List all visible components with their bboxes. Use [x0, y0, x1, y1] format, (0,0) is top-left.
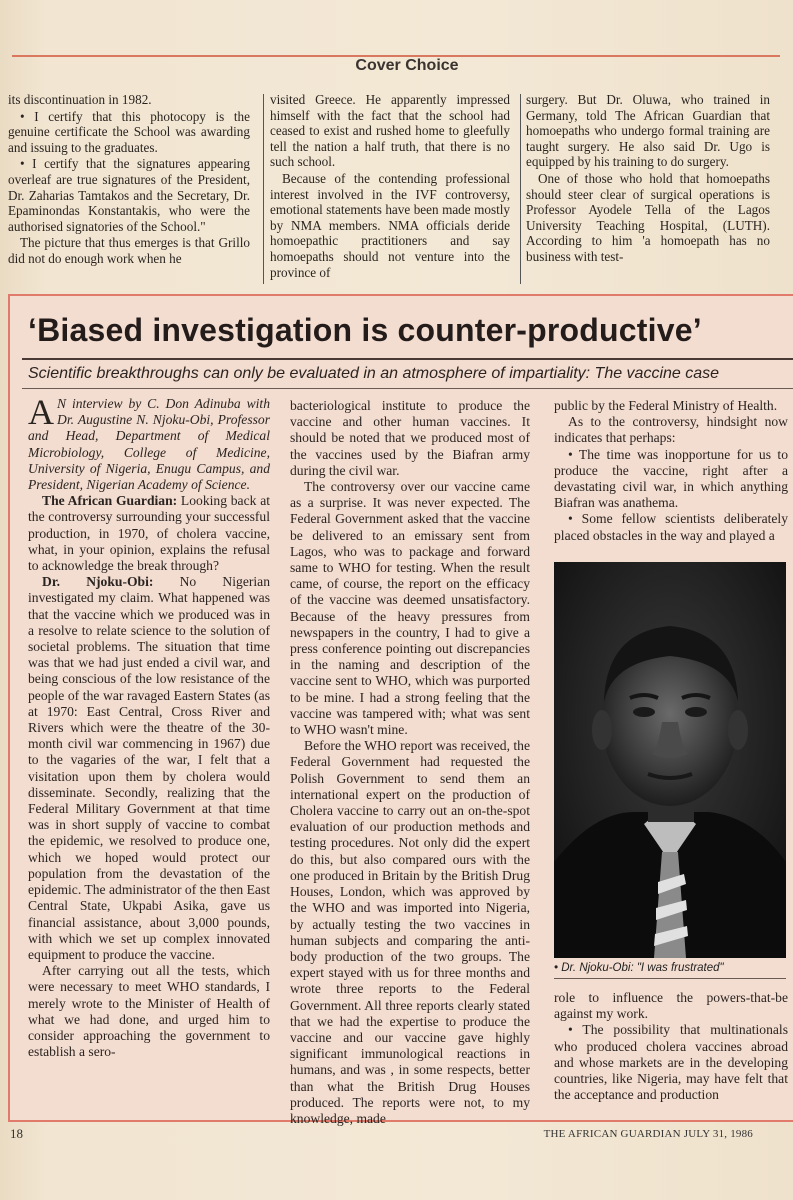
top-col3-para: One of those who hold that homoepaths should steer clear of surgical operations is Professor Ayodele Tella of the Lagos University Teaching Hospital, (LUTH). According to him 'a homoepath has no business with test-	[526, 170, 770, 264]
headline: ‘Biased investigation is counter-productive’	[28, 312, 702, 348]
article-paragraph: As to the controversy, hindsight now indicates that perhaps:	[554, 414, 788, 446]
bullet-point: • The time was inopportune for us to produce the vaccine, right after a devastating civil war, in which anything Biafran was anathema.	[554, 446, 788, 511]
column-divider	[263, 94, 264, 284]
top-column-2	[270, 92, 510, 282]
question-paragraph	[28, 493, 270, 574]
article-column-3-top	[554, 398, 788, 556]
article-column-2	[290, 398, 530, 1126]
top-col2-para: Because of the contending professional interest involved in the IVF controversy, emotional statements have been made mostly by NMA members. NMA officials deride homoepathic practitioners and say homoepaths should not venture into the province of	[270, 170, 510, 280]
intro-text: N interview by C. Don Adinuba with Dr. Augustine N. Njoku-Obi, Professor and Head, Department of Medical Microbiology, College of Medicine, University of Nigeria, Enugu Campus, and President, Nigerian Academy of Science.	[28, 396, 270, 493]
top-column-3	[526, 92, 770, 282]
top-col1-para: • I certify that the signatures appearing overleaf are true signatures of the President, Dr. Zaharias Tamtakos and the Secretary, Dr. Epaminondas Konstantakis, who were the authorised signatories of the School."	[8, 156, 250, 234]
answer-paragraph	[28, 574, 270, 963]
portrait-photo	[554, 562, 786, 958]
top-col1-para: • I certify that this photocopy is the genuine certificate the School was awarding and issuing to the graduates.	[8, 108, 250, 155]
answer-paragraph: After carrying out all the tests, which were necessary to meet WHO standards, I merely wrote to the Minister of Health of what we had done, and urged him to consider approaching the government to establish a sero-	[28, 963, 270, 1060]
drop-cap: A	[28, 392, 54, 432]
interviewer-label: The African Guardian:	[42, 493, 178, 509]
top-col1-para: The picture that thus emerges is that Grillo did not do enough work when he	[8, 235, 250, 266]
portrait-illustration	[554, 562, 786, 958]
headline-rule	[22, 358, 793, 360]
interviewee-label: Dr. Njoku-Obi:	[42, 574, 154, 590]
bullet-point: • The possibility that multinationals who produced cholera vaccines abroad and whose markets are in the developing countries, like Nigeria, may have felt that the acceptance and production	[554, 1022, 788, 1103]
deck-subheading: Scientific breakthroughs can only be evaluated in an atmosphere of impartiality: The vaccine case	[28, 365, 720, 382]
top-col1-para: its discontinuation in 1982.	[8, 92, 152, 107]
article-paragraph: The controversy over our vaccine came as a surprise. It was never expected. The Federal Government asked that the vaccine be delivered to an emissary sent from Lagos, who was to package and forward same to WHO for testing. When the result came, of course, the report on the efficacy of the vaccine was deemed unsatisfactory. Because of the heavy pressures from newspapers in the country, I had to give a press conference pointing out discrepancies in the naming and description of the vaccine sent to WHO, which was purported to be mine. I had a strong feeling that the vaccine was tampered with; what was sent to WHO wasn't mine.	[290, 479, 530, 738]
question-text: Looking back at the controversy surrounding your successful production, in 1970, of cholera vaccine, what, in your opinion, explains the refusal to acknowledge the break through?	[28, 493, 271, 574]
column-divider	[520, 94, 521, 284]
section-header	[12, 55, 780, 75]
top-col3-para: surgery. But Dr. Oluwa, who trained in Germany, told The African Guardian that homoepaths who undergo formal training are taught surgery. He also said Dr. Ugo is equipped by his training to do surgery.	[526, 92, 770, 170]
answer-text: No Nigerian investigated my claim. What happened was that the vaccine which we produced was in a resolve to relate science to the solution of societal problems. The situation that time was that we had just ended a civil war, and being conscious of the low resistance of the people of the war ravaged Eastern States (as at 1970: East Central, Cross River and Rivers which were the theatre of the 30-month civil war commencing in 1967) due to the vagaries of the war, I felt that a visitation upon them by cholera would disseminate. Secondly, realizing that the Federal Military Government at that time was in short supply of vaccine to combat the epidemic, we resolved to produce one, which we hoped would protect our population from the devastation of the epidemic. The administrator of the then East Central State, Ukpabi Asika, gave us financial assistance, about 3,000 pounds, with which we set up complex innovated equipment to produce the vaccine.	[28, 574, 270, 962]
article-paragraph: role to influence the powers-that-be against my work.	[554, 990, 788, 1022]
article-paragraph: bacteriological institute to produce the vaccine and other human vaccines. It should be noted that we produced most of the vaccines used by the Biafran army during the civil war.	[290, 398, 530, 478]
publication-footer: THE AFRICAN GUARDIAN JULY 31, 1986	[543, 1128, 753, 1140]
section-label: Cover Choice	[355, 57, 459, 74]
deck-rule	[22, 388, 793, 389]
article-column-1	[28, 392, 271, 1108]
bullet-point: • Some fellow scientists deliberately placed obstacles in the way and played a	[554, 511, 788, 543]
intro-paragraph	[28, 392, 270, 493]
top-col2-para: visited Greece. He apparently impressed himself with the fact that the school had ceased to exist and rushed home to gleefully tell the nation a half truth, that there is no such school.	[270, 92, 510, 170]
top-column-1	[8, 92, 250, 282]
article-paragraph: public by the Federal Ministry of Health.	[554, 398, 778, 413]
photo-caption: • Dr. Njoku-Obi: "I was frustrated"	[554, 962, 786, 979]
page-number: 18	[10, 1126, 23, 1141]
article-column-3-bottom	[554, 990, 788, 1108]
article-paragraph: Before the WHO report was received, the Federal Government had requested the Polish Government to send them an international expert on the production of Cholera vaccine to carry out an on-the-spot evaluation of our production methods and testing procedures. Not only did the expert do this, but also compared ours with the one produced in Britain by the British Drug Houses, London, which was approved by the WHO and was imported into Nigeria, by actually testing the two vaccines in human subjects and comparing the anti-body production of the two groups. The expert stayed with us for three months and wrote three reports to the Federal Government. All three reports clearly stated that we had the expertise to produce the vaccine and our vaccine gave highly significant immunological reactions in humans, and was , in some respects, better than what the British Drug Houses produced. The reports were not, to my knowledge, made	[290, 738, 530, 1126]
